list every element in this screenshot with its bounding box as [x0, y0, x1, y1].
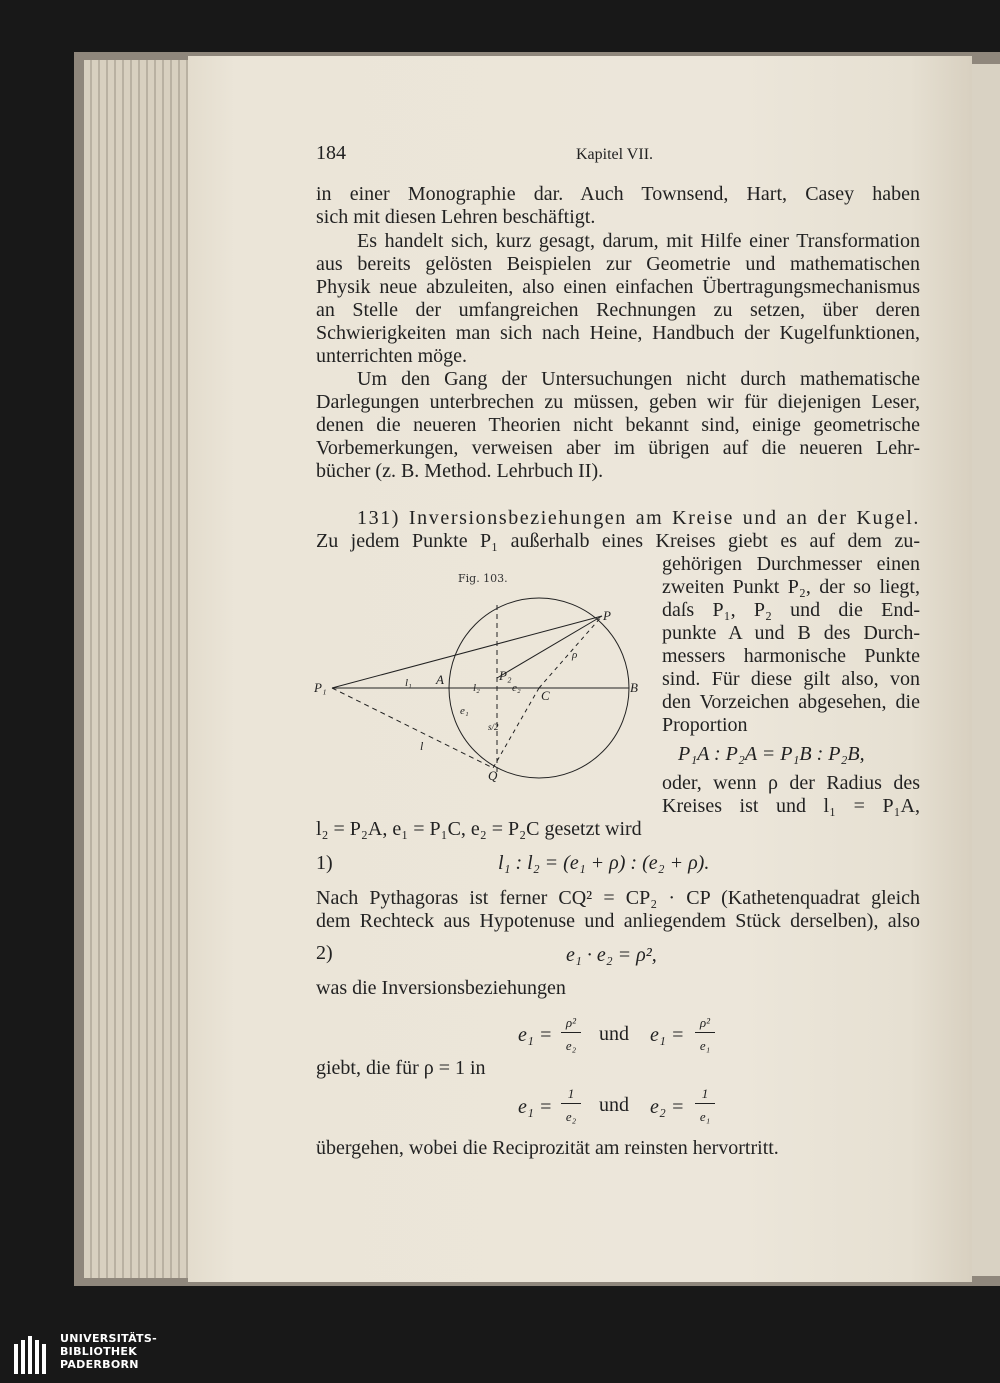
text-line: Zu jedem Punkte P₁ außerhalb eines Kreises giebt es auf dem zu- — [316, 530, 920, 552]
proportion-formula: P₁A : P₂A = P₁B : P₂B, — [678, 743, 865, 765]
text-line: denen die neueren Theorien nicht bekannt sind, einige geometrische — [316, 414, 920, 436]
figure-radius-rho — [539, 616, 602, 688]
label-l: l — [420, 739, 424, 753]
fraction-denominator: e₁ — [699, 1109, 711, 1124]
text-line: zweiten Punkt P₂, der so liegt, — [662, 576, 920, 598]
formula-lhs: e₂ = — [650, 1096, 685, 1118]
fraction-bar — [561, 1032, 581, 1033]
figure-radius-q — [493, 688, 539, 768]
label-b: B — [630, 680, 638, 695]
label-l2: l₂ — [473, 682, 480, 694]
logo-line: PADERBORN — [60, 1358, 139, 1371]
figure-tangent-l — [332, 688, 493, 768]
text-line: oder, wenn ρ der Radius des — [662, 772, 920, 794]
text-line: sind. Für diese gilt also, von — [662, 668, 920, 690]
fraction-denominator: e₂ — [565, 1109, 577, 1124]
text-line: an Stelle der umfangreichen Rechnungen zu setzen, über deren — [316, 299, 920, 321]
fraction-bar — [561, 1103, 581, 1104]
label-e1: e₁ — [460, 705, 469, 717]
text-line: bücher (z. B. Method. Lehrbuch II). — [316, 460, 604, 482]
fraction-denominator: e₁ — [699, 1038, 711, 1053]
text-line: dem Rechteck aus Hypotenuse und anliegendem Stück derselben), also — [316, 910, 920, 932]
text-line: l₂ = P₂A, e₁ = P₁C, e₂ = P₂C gesetzt wird — [316, 818, 642, 840]
equation-2: e₁ · e₂ = ρ², — [566, 944, 657, 966]
running-title: Kapitel VII. — [576, 146, 654, 163]
library-logo-icon — [14, 1334, 52, 1374]
label-p2: P₂ — [499, 668, 512, 683]
text-line: den Vorzeichen abgesehen, die — [662, 691, 920, 713]
section-heading: 131) Inversionsbeziehungen am Kreise und an der Kugel. — [357, 507, 920, 529]
label-e2: e₂ — [512, 682, 521, 694]
text-line: Darlegungen unterbrechen zu müssen, geben wir für diejenigen Leser, — [316, 391, 920, 413]
logo-line: UNIVERSITÄTS- — [60, 1332, 157, 1345]
formula-lhs: e₁ = — [518, 1096, 553, 1118]
text-line: was die Inversionsbeziehungen — [316, 977, 566, 999]
label-q: Q — [488, 768, 498, 783]
fraction-numerator: ρ² — [565, 1015, 577, 1030]
equation-1: l₁ : l₂ = (e₁ + ρ) : (e₂ + ρ). — [498, 852, 710, 874]
text-line: übergehen, wobei die Reciprozität am reinsten hervortritt. — [316, 1137, 779, 1159]
text-line: aus bereits gelösten Beispielen zur Geometrie und mathematischen — [316, 253, 920, 275]
text-line: giebt, die für ρ = 1 in — [316, 1057, 486, 1079]
text-line: in einer Monographie dar. Auch Townsend, Hart, Casey haben — [316, 183, 920, 205]
label-a: A — [436, 672, 444, 687]
logo-line: BIBLIOTHEK — [60, 1345, 138, 1358]
formula-lhs: e₁ = — [650, 1024, 685, 1046]
fraction-numerator: ρ² — [699, 1015, 711, 1030]
label-rho: ρ — [572, 649, 578, 661]
label-c: C — [541, 688, 550, 703]
label-s2: s/2 — [488, 722, 499, 732]
text-line: Proportion — [662, 714, 748, 736]
fraction-numerator: 1 — [701, 1086, 709, 1101]
text-line: Kreises ist und l₁ = P₁A, — [662, 795, 920, 817]
page-number: 184 — [316, 142, 346, 164]
label-p: P — [603, 608, 611, 623]
figure-103 — [300, 580, 656, 800]
equation-number: 1) — [316, 852, 333, 874]
text-line: Vorbemerkungen, verweisen aber im übrigen auf die neueren Lehr- — [316, 437, 920, 459]
text-line: Um den Gang der Untersuchungen nicht durch mathematische — [357, 368, 920, 390]
label-p1: P₁ — [314, 680, 327, 695]
text-line: Es handelt sich, kurz gesagt, darum, mit Hilfe einer Transformation — [357, 230, 920, 252]
fraction-numerator: 1 — [567, 1086, 575, 1101]
equation-number: 2) — [316, 942, 333, 964]
library-logo — [14, 1332, 157, 1376]
formula-und: und — [599, 1094, 629, 1116]
text-line: punkte A und B des Durch- — [662, 622, 920, 644]
text-line: sich mit diesen Lehren beschäftigt. — [316, 206, 596, 228]
text-line: gehörigen Durchmesser einen — [662, 553, 920, 575]
figure-caption: Fig. 103. — [458, 572, 508, 585]
formula-und: und — [599, 1023, 629, 1045]
figure-line-p2-p — [497, 616, 602, 678]
label-l1: l₁ — [405, 677, 412, 689]
formula-lhs: e₁ = — [518, 1024, 553, 1046]
library-logo-text — [60, 1332, 157, 1371]
figure-line-p1-p — [332, 616, 602, 688]
fraction-denominator: e₂ — [565, 1038, 577, 1053]
text-line: Nach Pythagoras ist ferner CQ² = CP₂ · CP (Kathetenquadrat gleich — [316, 887, 920, 909]
text-line: daſs P₁, P₂ und die End- — [662, 599, 920, 621]
text-line: messers harmonische Punkte — [662, 645, 920, 667]
fraction-bar — [695, 1103, 715, 1104]
text-line: Physik neue abzuleiten, also einen einfachen Übertragungsmechanismus — [316, 276, 920, 298]
fraction-bar — [695, 1032, 715, 1033]
text-line: Schwierigkeiten man sich nach Heine, Handbuch der Kugelfunktionen, — [316, 322, 920, 344]
text-line: unterrichten möge. — [316, 345, 468, 367]
